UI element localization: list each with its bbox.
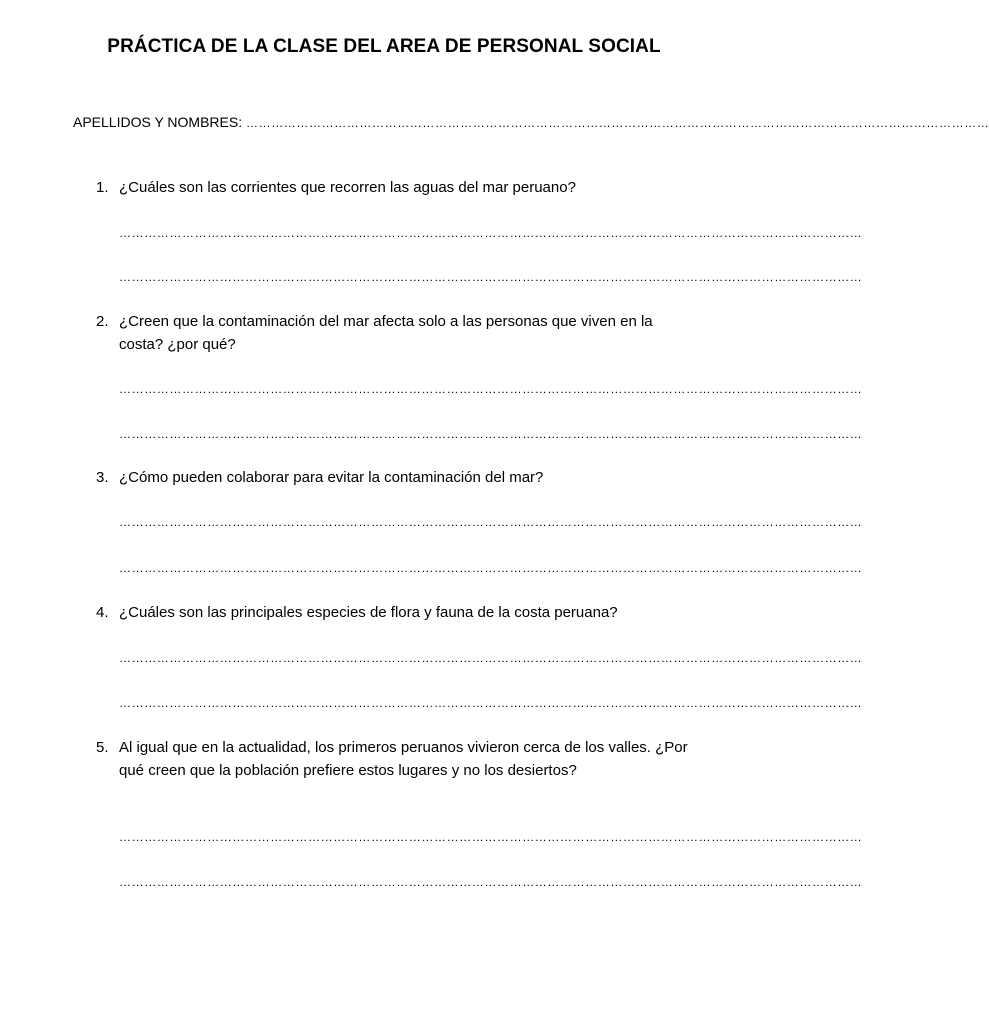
answer-line[interactable]: …………………………………………………………………………………………………………………………………………………………… xyxy=(119,515,863,529)
question-text: ¿Cuáles son las corrientes que recorren las aguas del mar peruano? xyxy=(119,179,576,196)
answer-line[interactable]: …………………………………………………………………………………………………………………………………………………………… xyxy=(119,651,863,665)
name-fill-dots: …………………………………………………………………………………………………………………………………………………………… xyxy=(246,116,989,130)
question-2 xyxy=(96,310,696,356)
question-3 xyxy=(96,466,696,489)
answer-line[interactable]: …………………………………………………………………………………………………………………………………………………………… xyxy=(119,226,863,240)
question-number: 4. xyxy=(96,604,109,621)
name-field-line[interactable] xyxy=(73,114,989,130)
question-1 xyxy=(96,176,696,199)
answer-line[interactable]: …………………………………………………………………………………………………………………………………………………………… xyxy=(119,270,863,284)
question-text: ¿Cuáles son las principales especies de flora y fauna de la costa peruana? xyxy=(119,604,618,621)
question-number: 3. xyxy=(96,469,109,486)
answer-line[interactable]: …………………………………………………………………………………………………………………………………………………………… xyxy=(119,875,863,889)
question-number: 2. xyxy=(96,313,109,330)
answer-line[interactable]: …………………………………………………………………………………………………………………………………………………………… xyxy=(119,830,863,844)
answer-line[interactable]: …………………………………………………………………………………………………………………………………………………………… xyxy=(119,427,863,441)
question-number: 5. xyxy=(96,739,109,756)
question-text: ¿Creen que la contaminación del mar afecta solo a las personas que viven en la costa? ¿por qué? xyxy=(119,313,653,353)
question-5 xyxy=(96,736,696,782)
question-text: Al igual que en la actualidad, los primeros peruanos vivieron cerca de los valles. ¿Por qué creen que la población prefiere estos lugares y no los desiertos? xyxy=(119,739,688,779)
answer-line[interactable]: …………………………………………………………………………………………………………………………………………………………… xyxy=(119,382,863,396)
name-label: APELLIDOS Y NOMBRES: xyxy=(73,114,243,130)
answer-line[interactable]: …………………………………………………………………………………………………………………………………………………………… xyxy=(119,696,863,710)
answer-line[interactable]: …………………………………………………………………………………………………………………………………………………………… xyxy=(119,561,863,575)
question-number: 1. xyxy=(96,179,109,196)
question-text: ¿Cómo pueden colaborar para evitar la contaminación del mar? xyxy=(119,469,544,486)
question-4 xyxy=(96,601,696,624)
page-title: PRÁCTICA DE LA CLASE DEL AREA DE PERSONAL SOCIAL xyxy=(107,36,661,57)
